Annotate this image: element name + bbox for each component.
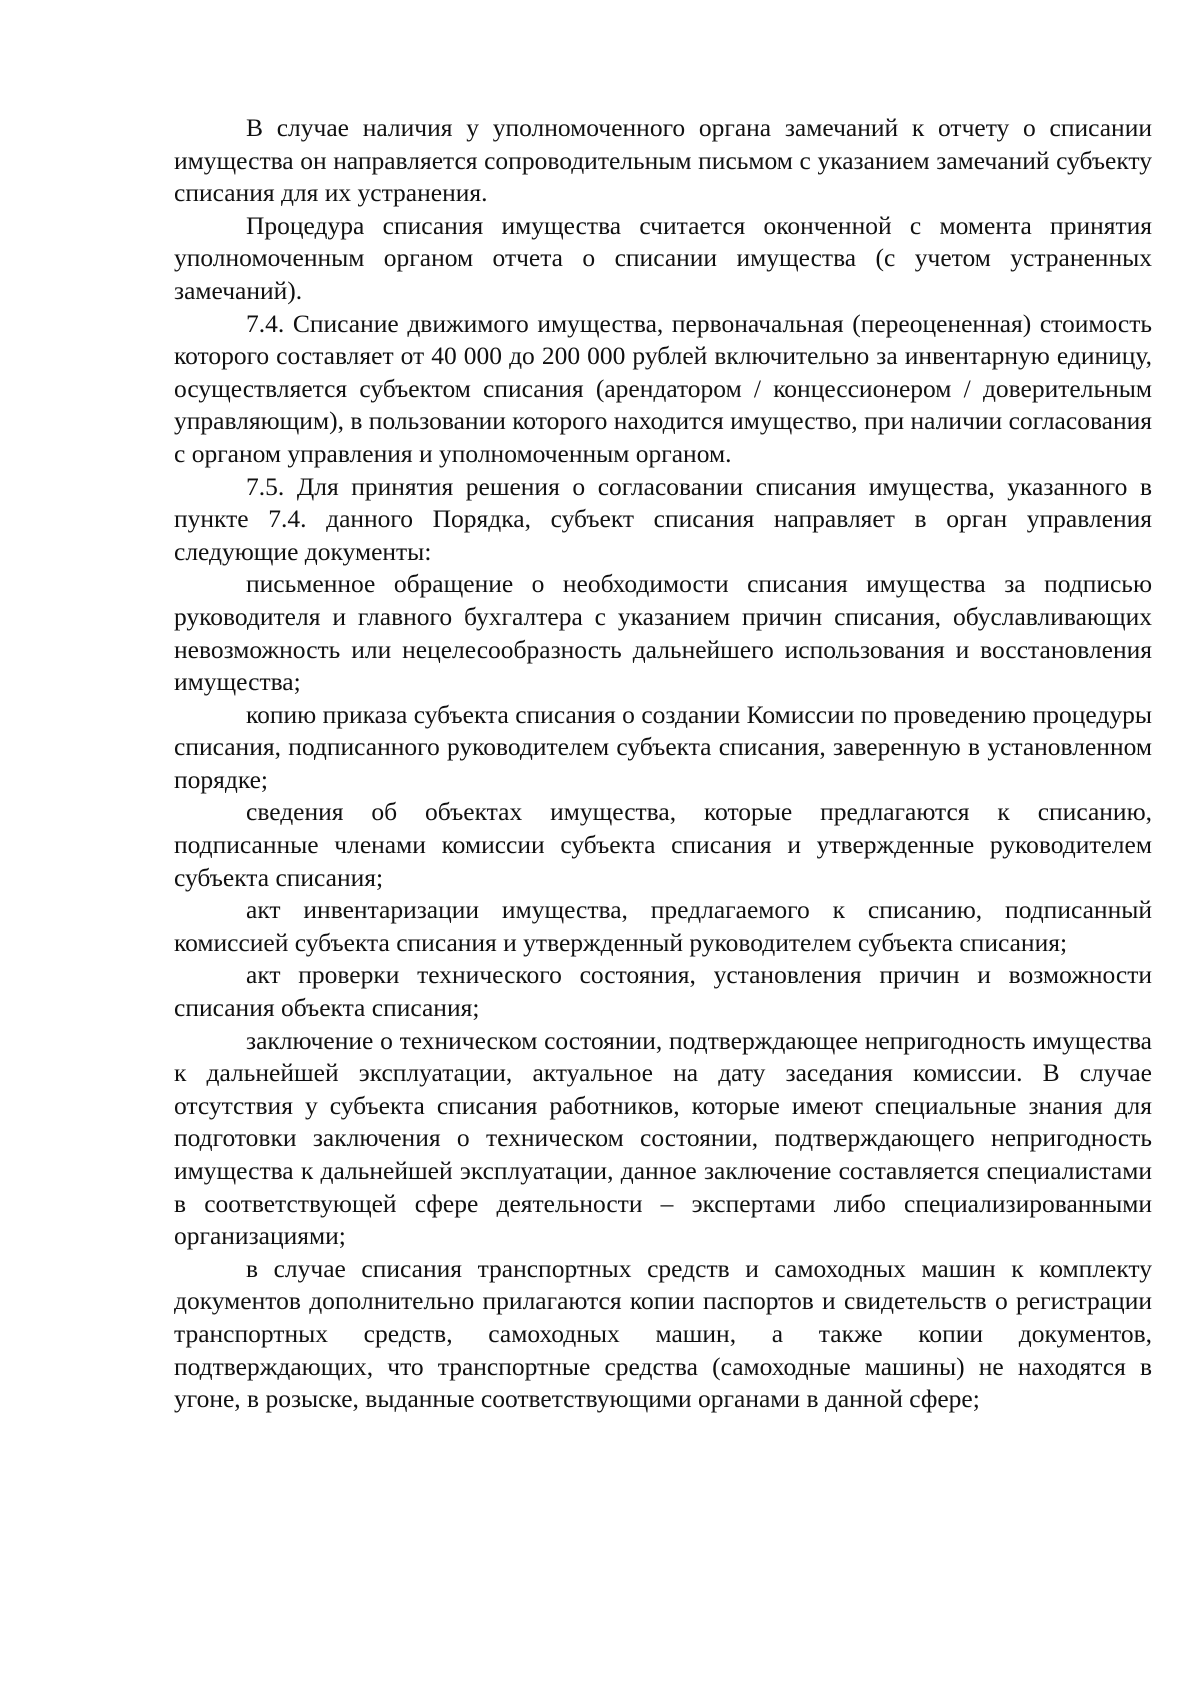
list-item-property-info: сведения об объектах имущества, которые предлагаются к списанию, подписанные членами комиссии субъекта списания и утвержденные руководителем субъекта списания; xyxy=(174,797,1152,892)
list-item-technical-condition-conclusion: заключение о техническом состоянии, подтверждающее непригодность имущества к дальнейшей эксплуатации, актуальное на дату заседания комиссии. В случае отсутствия у субъекта списания работников, которые имеют специальные знания для подготовки заключения о техническом состоянии, подтверждающего непригодность имущества к дальнейшей эксплуатации, данное заключение составляется специалистами в соответствующей сфере деятельности – экспертами либо специализированными организациями; xyxy=(174,1025,1152,1251)
list-item-vehicle-documents: в случае списания транспортных средств и самоходных машин к комплекту документов дополнительно прилагаются копии паспортов и свидетельств о регистрации транспортных средств, самоходных машин, а также копии документов, подтверждающих, что транспортные средства (самоходные машины) не находятся в угоне, в розыске, выданные соответствующими органами в данной сфере; xyxy=(174,1253,1152,1414)
list-item-technical-inspection-act: акт проверки технического состояния, установления причин и возможности списания объекта списания; xyxy=(174,960,1152,1023)
document-body xyxy=(174,112,1152,1416)
paragraph-procedure-completion: Процедура списания имущества считается оконченной с момента принятия уполномоченным органом отчета о списании имущества (с учетом устраненных замечаний). xyxy=(174,210,1152,305)
paragraph-7-4: 7.4. Списание движимого имущества, первоначальная (переоцененная) стоимость которого составляет от 40 000 до 200 000 рублей включительно за инвентарную единицу, осуществляется субъектом списания (арендатором / концессионером / доверительным управляющим), в пользовании которого находится имущество, при наличии согласования с органом управления и уполномоченным органом. xyxy=(174,308,1152,468)
list-item-commission-order-copy: копию приказа субъекта списания о создании Комиссии по проведению процедуры списания, подписанного руководителем субъекта списания, заверенную в установленном порядке; xyxy=(174,699,1152,794)
paragraph-7-5: 7.5. Для принятия решения о согласовании списания имущества, указанного в пункте 7.4. данного Порядка, субъект списания направляет в орган управления следующие документы: xyxy=(174,471,1152,566)
list-item-inventory-act: акт инвентаризации имущества, предлагаемого к списанию, подписанный комиссией субъекта списания и утвержденный руководителем субъекта списания; xyxy=(174,895,1152,957)
list-item-written-request: письменное обращение о необходимости списания имущества за подписью руководителя и главного бухгалтера с указанием причин списания, обуславливающих невозможность или нецелесообразность дальнейшего использования и восстановления имущества; xyxy=(174,569,1152,697)
paragraph-remarks-return: В случае наличия у уполномоченного органа замечаний к отчету о списании имущества он направляется сопроводительным письмом с указанием замечаний субъекту списания для их устранения. xyxy=(174,113,1152,208)
